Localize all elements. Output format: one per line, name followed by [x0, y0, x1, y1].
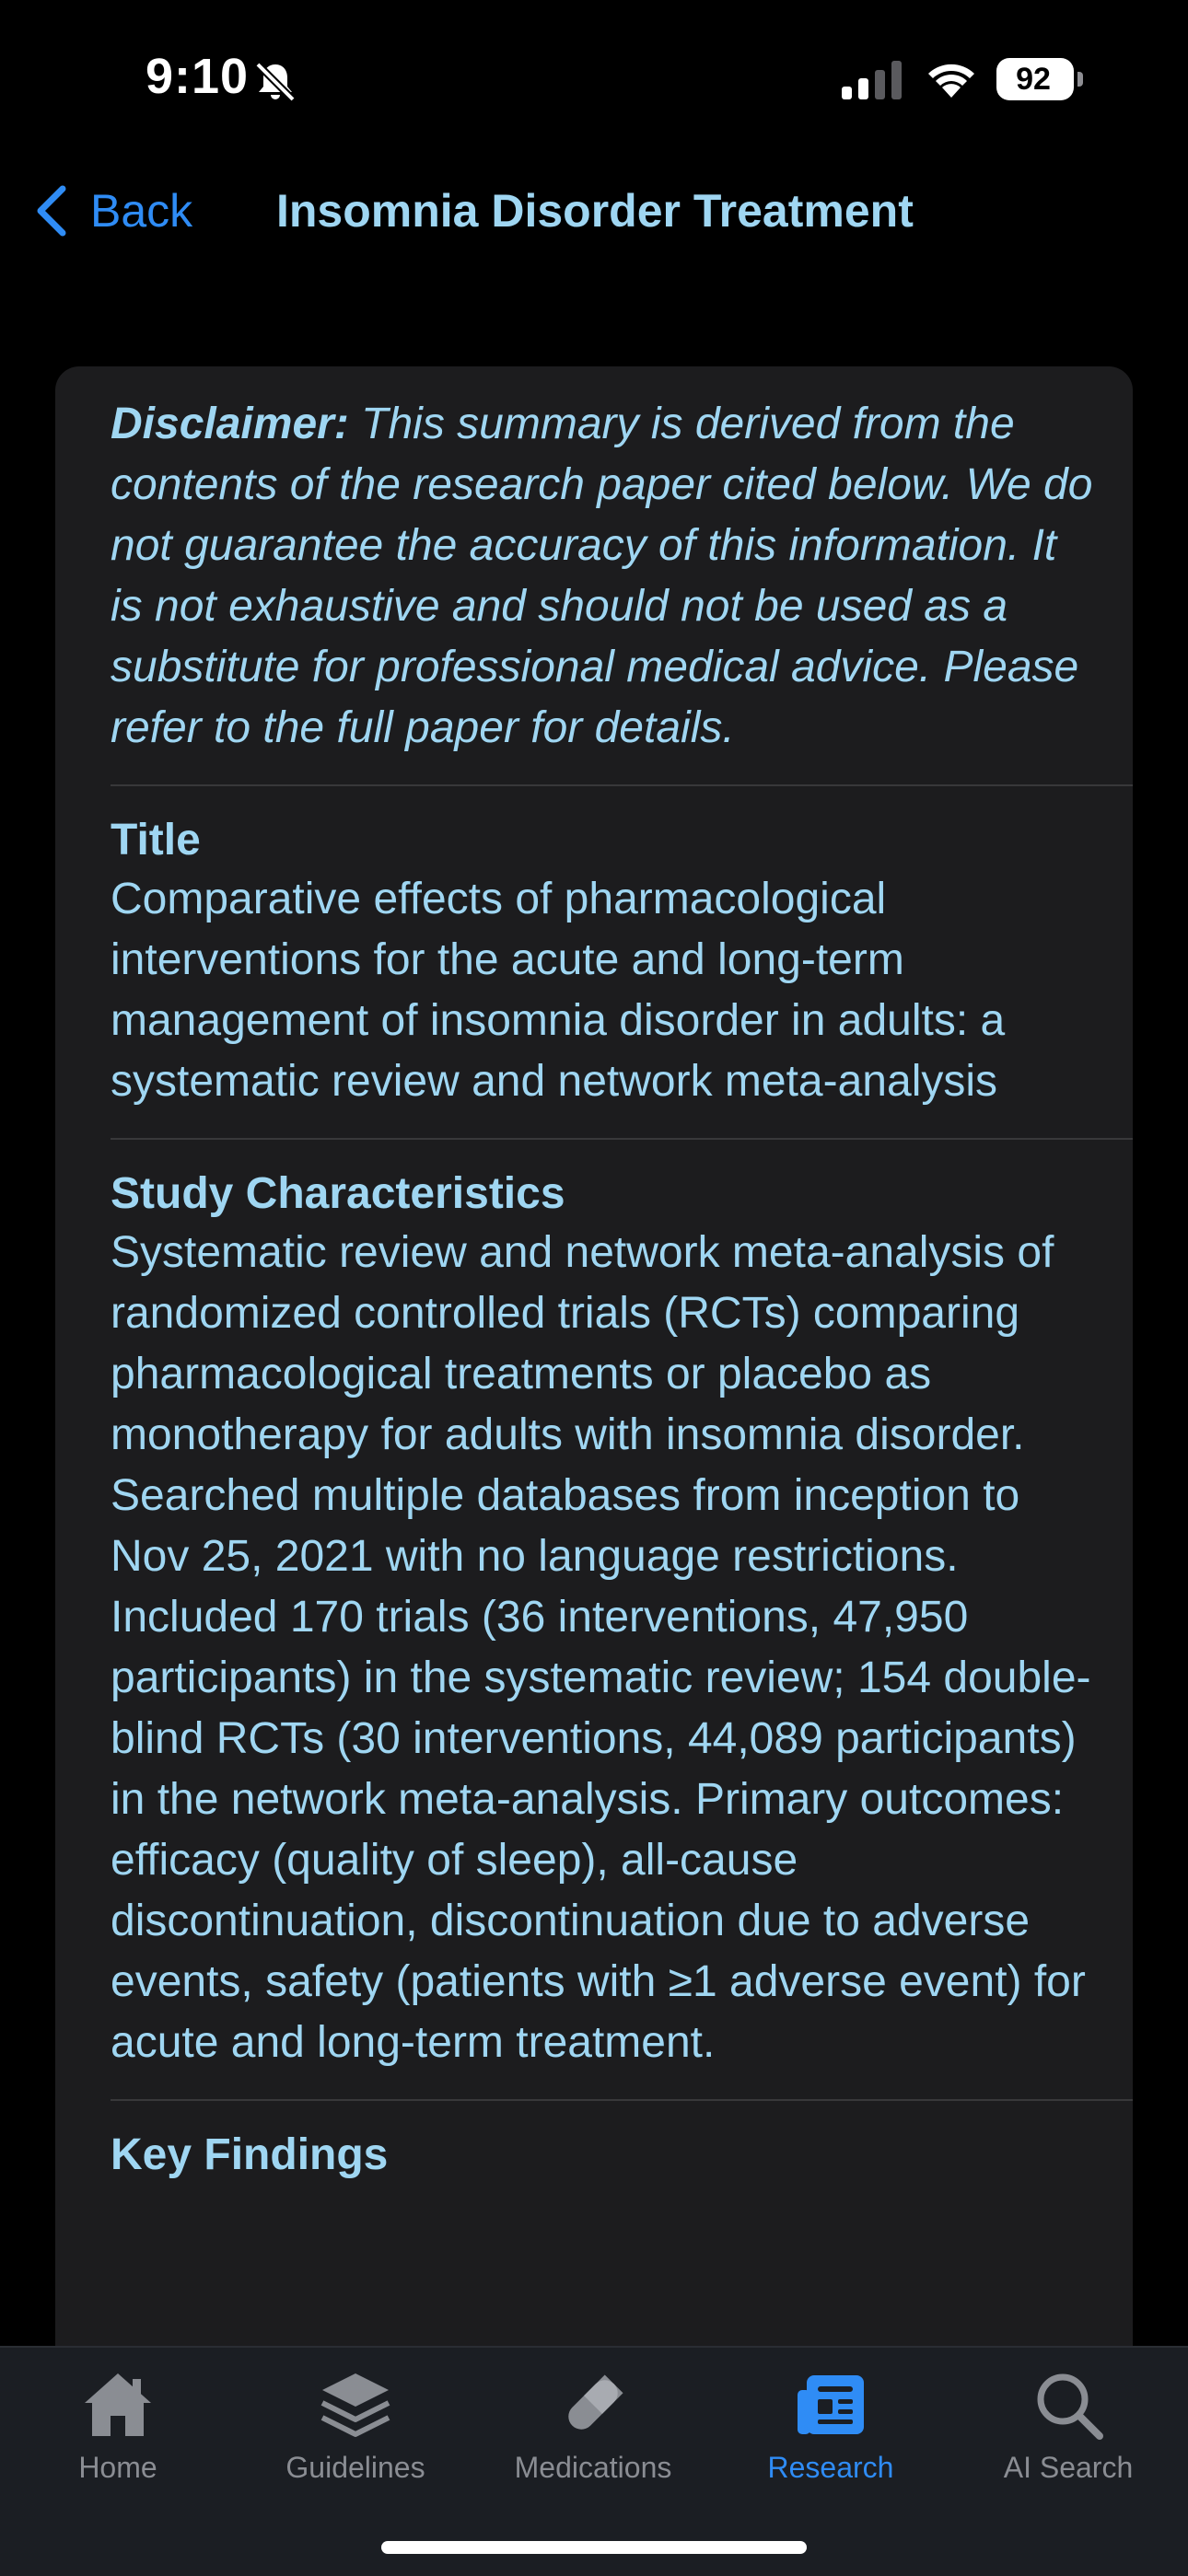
bell-slash-icon [252, 59, 298, 105]
section-heading-study-characteristics: Study Characteristics [111, 1169, 565, 1218]
tab-label-ai-search: AI Search [1003, 2451, 1134, 2484]
section-body-study-characteristics: Systematic review and network meta-analysis of randomized controlled trials (RCTs) comparing pharmacological treatments or placebo as monotherapy for adults with insomnia disorder. Searched multiple databases from inception to Nov 25, 2021 with no language restrictions. Included 170 trials (36 interventions, 47,950 participants) in the systematic review; 154 double-blind RCTs (30 interventions, 44,089 participants) in the network meta-analysis. Primary outcomes: efficacy (quality of sleep), all-cause discontinuation, discontinuation due to adverse events, safety (patients with ≥1 adverse event) for acute and long-term treatment. [111, 1228, 1091, 2067]
summary-content [111, 394, 1133, 2184]
section-heading-key-findings: Key Findings [111, 2130, 389, 2179]
battery-cap [1077, 72, 1083, 87]
divider [111, 784, 1133, 786]
summary-card[interactable] [55, 366, 1133, 2576]
back-button[interactable] [33, 179, 192, 243]
page-title: Insomnia Disorder Treatment [276, 185, 914, 237]
newspaper-icon [792, 2366, 869, 2443]
magnifying-glass-icon [1030, 2366, 1107, 2443]
tab-label-research: Research [767, 2451, 894, 2484]
disclaimer [111, 394, 1133, 759]
status-time: 9:10 [146, 49, 250, 104]
section-body-title: Comparative effects of pharmacological interventions for the acute and long-term management of insomnia disorder in adults: a systematic review and network meta-analysis [111, 875, 1006, 1106]
battery-icon [996, 58, 1083, 100]
tab-ai-search[interactable] [967, 2366, 1170, 2495]
battery-body [996, 58, 1074, 100]
home-icon [79, 2366, 157, 2443]
home-indicator[interactable] [381, 2541, 807, 2554]
back-label: Back [90, 185, 193, 237]
section-heading-title: Title [111, 816, 201, 864]
battery-level: 92 [1016, 62, 1051, 97]
tab-home[interactable] [17, 2366, 219, 2495]
tab-label-home: Home [78, 2451, 157, 2484]
divider [111, 1138, 1133, 1140]
pill-icon [554, 2366, 632, 2443]
tab-research[interactable] [729, 2366, 932, 2495]
tab-medications[interactable] [492, 2366, 694, 2495]
navigation-bar [0, 157, 1188, 267]
chevron-left-icon [33, 183, 70, 238]
wifi-icon [923, 55, 980, 99]
cellular-signal-icon [840, 61, 904, 99]
tab-label-medications: Medications [514, 2451, 672, 2484]
layers-icon [317, 2366, 394, 2443]
tab-label-guidelines: Guidelines [285, 2451, 425, 2484]
status-bar [0, 0, 1188, 157]
disclaimer-label: Disclaimer: [111, 400, 349, 448]
tab-guidelines[interactable] [254, 2366, 457, 2495]
disclaimer-text: This summary is derived from the contents of the research paper cited below. We do not guarantee the accuracy of this information. It is not exhaustive and should not be used as a substitute for professional medical advice. Please refer to the full paper for details. [111, 400, 1093, 752]
divider [111, 2099, 1133, 2101]
